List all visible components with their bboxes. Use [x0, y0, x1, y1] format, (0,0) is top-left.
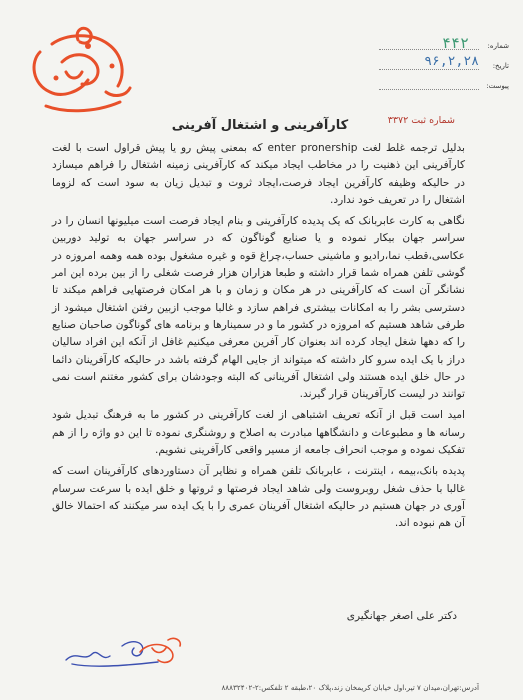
author-name: دکتر علی اصغر جهانگیری	[346, 610, 457, 622]
letter-title: کارآفرینی و اشتغال آفرینی	[171, 118, 349, 133]
number-value: ۴۴۲	[441, 34, 469, 52]
signature	[62, 632, 192, 672]
paragraph-1: بدلیل ترجمه غلط لغت enter pronership که بمعنی پیش رو یا پیش قراول است با لغت کارآفرینی این ذهنیت را در مخاطب ایجاد میکند که کارآفرینی زمینه اشتغال را فراهم میسازد در حالیکه وظیفه کارآفرین ایجاد فرصت،ایجاد ثروت و تبدیل زیان به سود است که لزوما اشتغال را در تعریف خود ندارد.	[52, 142, 466, 206]
institute-logo	[22, 22, 140, 122]
date-value: ۹۶,۲,۲۸	[424, 54, 479, 69]
letter-meta	[379, 34, 509, 98]
paragraph-3: امید است قبل از آنکه تعریف اشتباهی از لغت کارآفرینی در کشور ما به فرهنگ تبدیل شود رسانه ها و مطبوعات و دانشگاهها مبادرت به اصلاح و روشنگری نموده تا این دو واژه را از هم تفکیک نموده و موجب انحراف جامعه از مسیر واقعی کارآفرینی نشویم.	[52, 409, 465, 457]
paragraph-2: نگاهی به کارت عابربانک که یک پدیده کارآفرینی و بنام ایجاد فرصت است میلیونها انسان را در سراسر جهان بیکار نموده و یا صنایع گوناگون که در سراسر جهان به تولید دوربین عکاسی،قطب نما،رادیو و ماشینی حساب،چراغ قوه و غیره مشغول بوده همه وهمه امروزه در گوشی تلفن همراه شما قرار داشته و طبعا هزاران هزار فرصت شغلی را از بین برده این امر نشانگر آن است که کارآفرینی در هر مکان و زمان و با هر امکان فرصتهایی فراهم میکند تا دسترسی بشر را به امکانات بیشتری فراهم سازد و غالبا موجب ازبین رفتن اشتغال میشود از طرفی شاهد هستیم که امروزه در کشور ما و در سمینارها و برنامه های گوناگون صاحبان صنایع را که دهها شغل ایجاد کرده اند بعنوان کار آفرین معرفی میکنیم غافل از آنکه این افراد سالیان دراز با یک ایده سرو کار داشته که میتواند از جایی الهام گرفته باشد در حالیکه کارآفرینان دائما در حال خلق ایده هستند ولی اشتغال آفرینانی که البته وجودشان برای کشور مغتنم است نمی توانند در لیست کارآفرینان قرار گیرند.	[52, 215, 465, 401]
number-label: شماره:	[487, 42, 509, 50]
attachment-row	[379, 78, 509, 98]
date-label: تاریخ:	[492, 62, 509, 70]
date-dots	[379, 69, 479, 70]
attachment-dots	[379, 89, 479, 90]
registration-number: شماره ثبت ۳۳۷۲	[387, 115, 455, 126]
letter-body	[52, 140, 465, 533]
paragraph-4: پدیده بانک،بیمه ، اینترنت ، عابربانک تلفن همراه و نظایر آن دستاوردهای کارآفرینان است که غالبا با حذف شغل روبروست ولی شاهد ایجاد فرصتها و ثروتها و خلق ایده با سرعت سرسام آوری در جهان هستیم در حالیکه اشتغال آفرینان عمری را با یک ایده سر میکنند که احتمالا خالق آن هم نبوده اند.	[52, 465, 465, 530]
date-row	[379, 54, 509, 78]
attachment-label: پیوست:	[486, 82, 509, 90]
footer-address: آدرس:تهران،میدان ۷ تیر،اول خیابان کریمخان زند،پلاک ۲۰،طبقه ۲ تلفکس:۲-۸۸۸۳۲۴۰۲	[221, 683, 479, 692]
